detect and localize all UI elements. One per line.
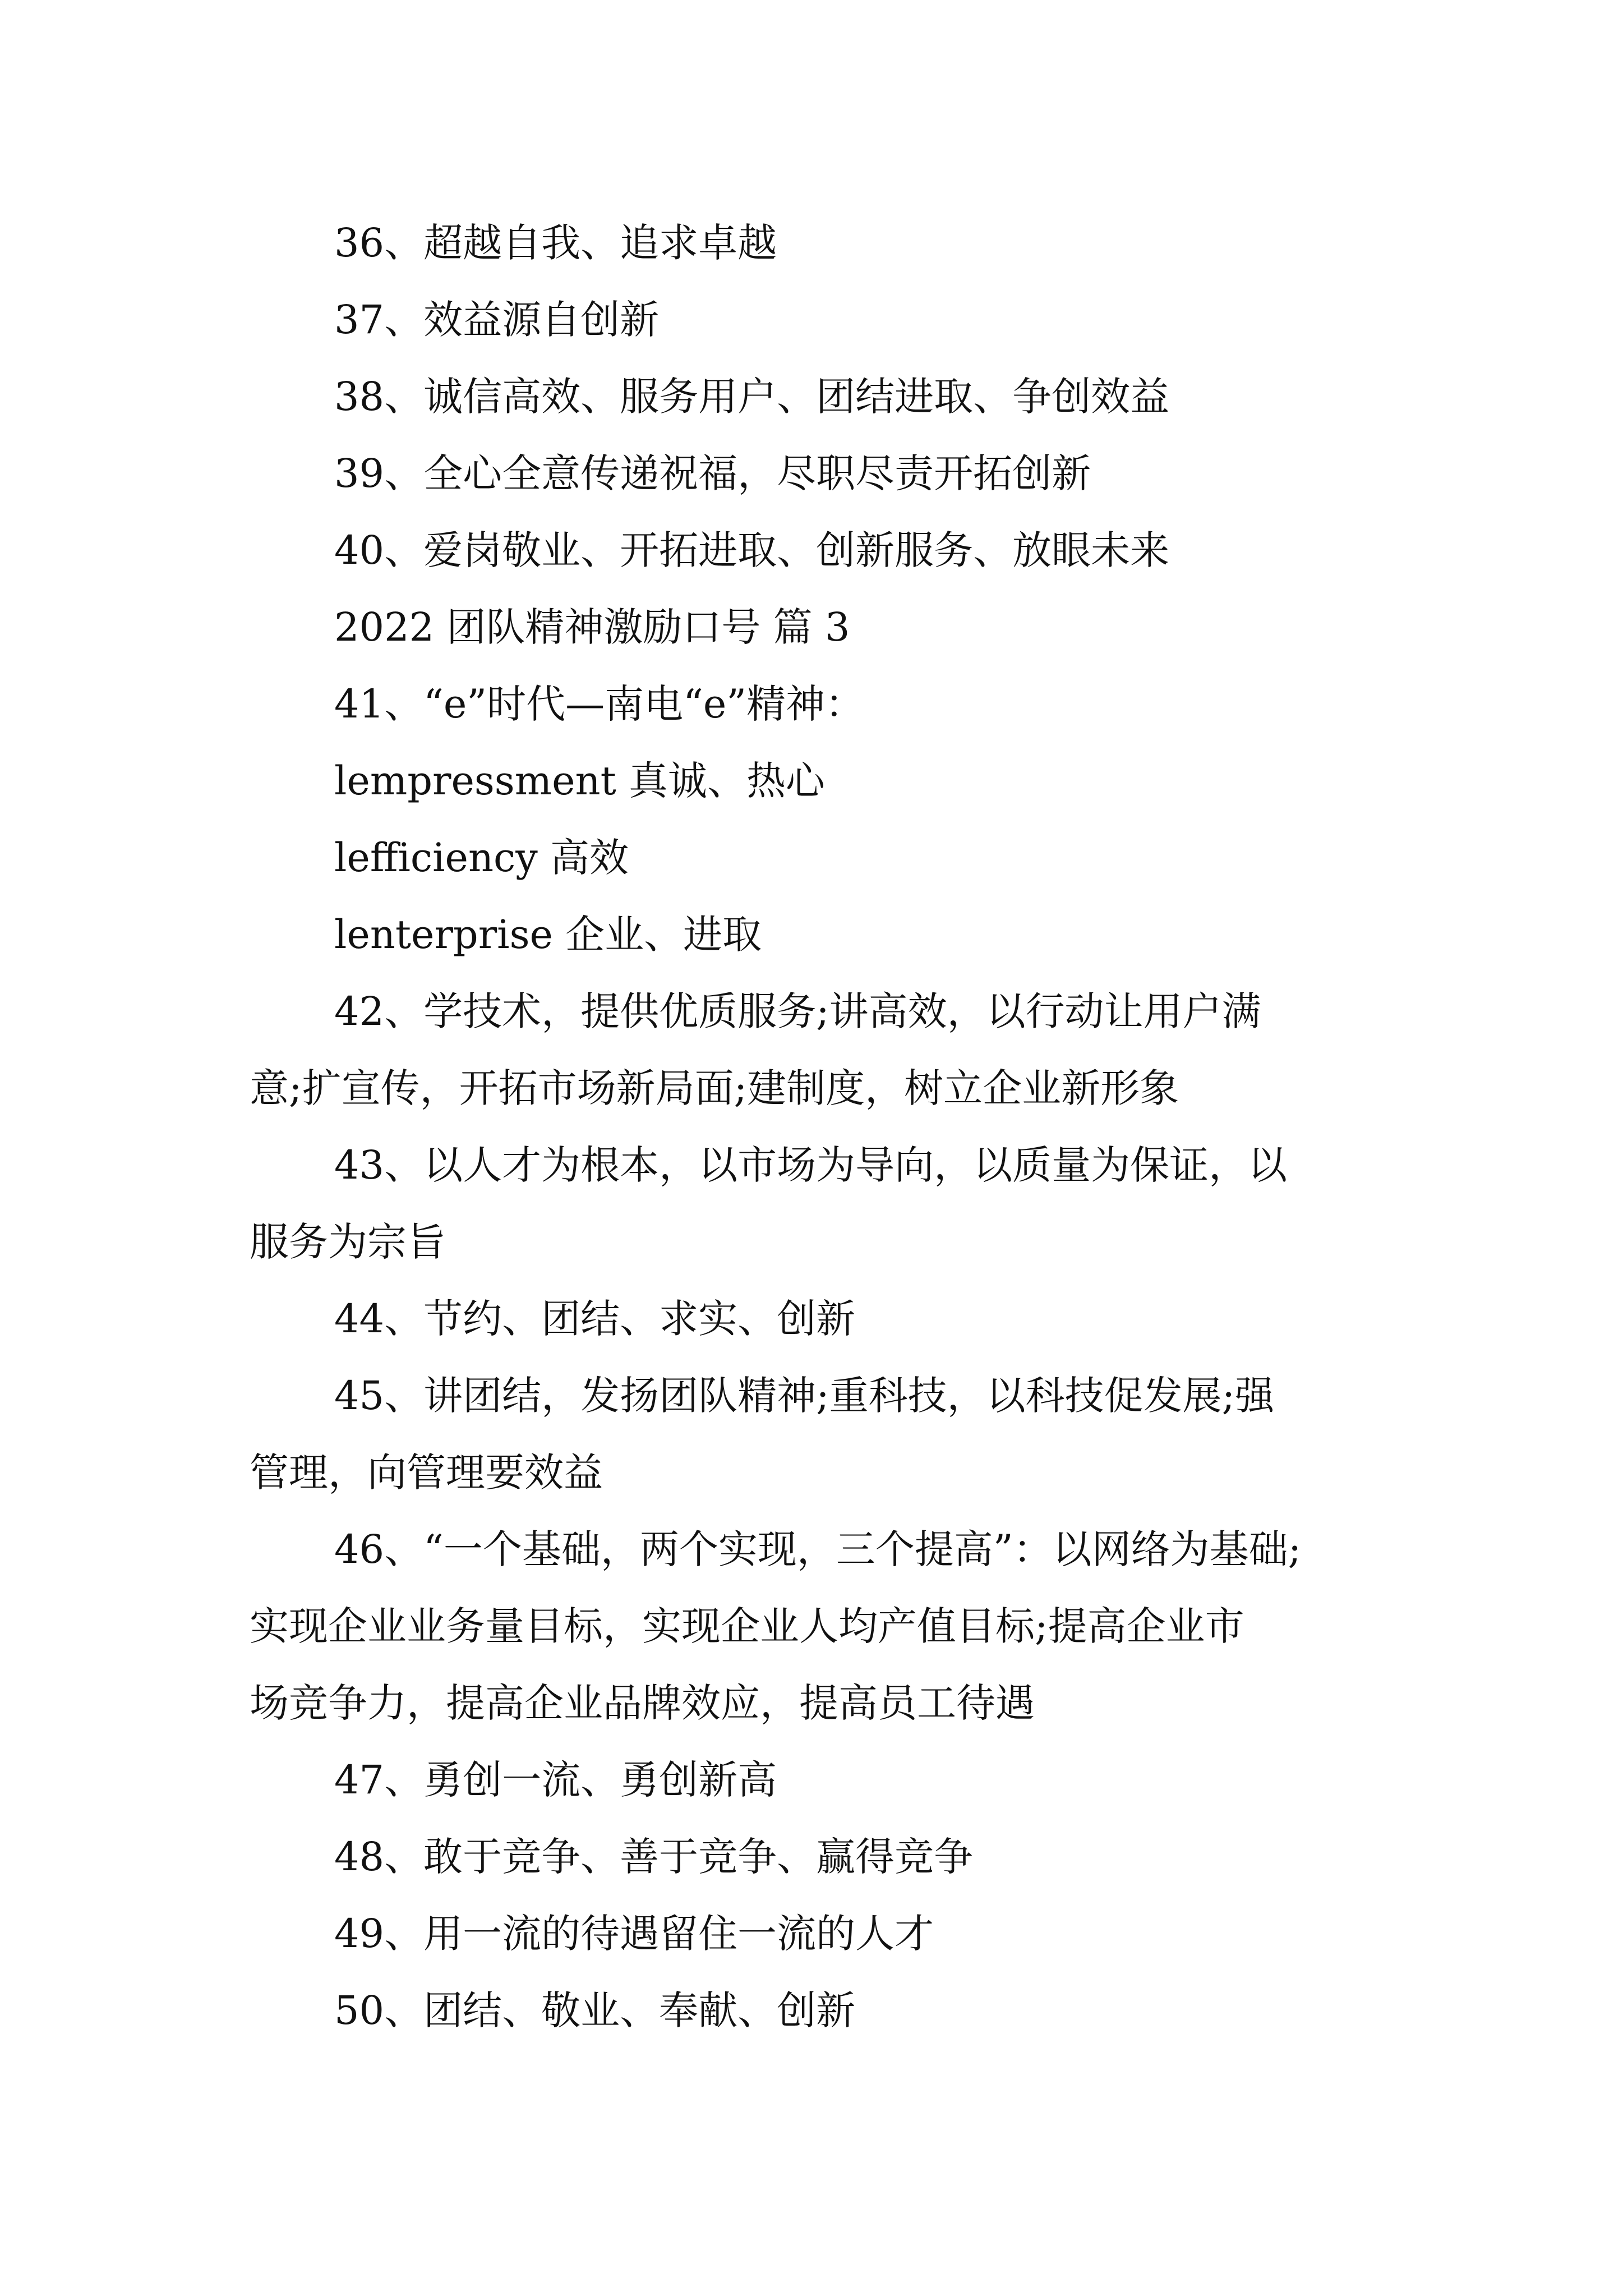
- slogan-line-45-continued: 管理，向管理要效益: [250, 1450, 603, 1496]
- slogan-line-46-continued-1: 实现企业业务量目标，实现企业人均产值目标;提高企业市: [250, 1603, 1244, 1649]
- slogan-line-43: 43、以人才为根本，以市场为导向，以质量为保证，以: [334, 1142, 1288, 1188]
- slogan-line-48: 48、敢于竞争、善于竞争、赢得竞争: [334, 1834, 974, 1880]
- slogan-41-enterprise: lenterprise 企业、进取: [334, 912, 762, 958]
- slogan-line-43-continued: 服务为宗旨: [250, 1219, 446, 1265]
- slogan-line-40: 40、爱岗敬业、开拓进取、创新服务、放眼未来: [334, 527, 1170, 573]
- slogan-line-39: 39、全心全意传递祝福，尽职尽责开拓创新: [334, 450, 1091, 496]
- section-heading: 2022 团队精神激励口号 篇 3: [334, 604, 850, 650]
- slogan-line-44: 44、节约、团结、求实、创新: [334, 1296, 856, 1342]
- slogan-line-38: 38、诚信高效、服务用户、团结进取、争创效益: [334, 374, 1170, 420]
- slogan-line-42: 42、学技术，提供优质服务;讲高效，以行动让用户满: [334, 988, 1261, 1034]
- slogan-line-46: 46、“一个基础，两个实现，三个提高”：以网络为基础;: [334, 1526, 1302, 1572]
- slogan-line-36: 36、超越自我、追求卓越: [334, 220, 777, 266]
- slogan-line-37: 37、效益源自创新: [334, 297, 660, 343]
- slogan-41-efficiency: lefficiency 高效: [334, 835, 629, 881]
- slogan-line-46-continued-2: 场竞争力，提高企业品牌效应，提高员工待遇: [250, 1680, 1035, 1726]
- document-body: [250, 205, 1388, 2049]
- slogan-line-49: 49、用一流的待遇留住一流的人才: [334, 1911, 934, 1957]
- slogan-line-42-continued: 意;扩宣传，开拓市场新局面;建制度，树立企业新形象: [250, 1065, 1179, 1111]
- slogan-line-45: 45、讲团结，发扬团队精神;重科技，以科技促发展;强: [334, 1373, 1275, 1419]
- slogan-line-41: 41、“e”时代—南电“e”精神：: [334, 681, 865, 727]
- slogan-41-empressment: lempressment 真诚、热心: [334, 758, 825, 804]
- slogan-line-47: 47、勇创一流、勇创新高: [334, 1757, 777, 1803]
- slogan-line-50: 50、团结、敬业、奉献、创新: [334, 1987, 856, 2033]
